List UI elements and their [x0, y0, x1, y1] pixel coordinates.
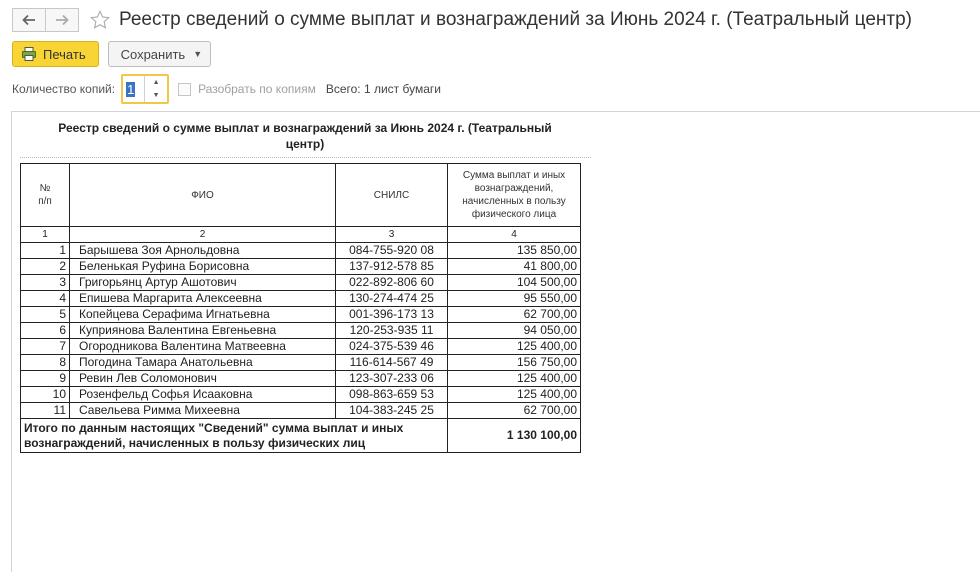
row-sum: 104 500,00 — [448, 275, 581, 291]
row-number: 6 — [21, 323, 70, 339]
row-fio: Савельева Римма Михеевна — [70, 403, 336, 419]
col-number: 1 — [21, 227, 70, 243]
total-label: Итого по данным настоящих "Сведений" сумма выплат и иных вознаграждений, начисленных в пользу физических лиц — [21, 419, 448, 453]
row-snils: 123-307-233 06 — [336, 371, 448, 387]
save-label: Сохранить — [120, 46, 186, 62]
row-fio: Куприянова Валентина Евгеньевна — [70, 323, 336, 339]
copies-input[interactable]: 1 — [127, 81, 135, 97]
table-row — [21, 259, 581, 275]
row-fio: Погодина Тамара Анатольевна — [70, 355, 336, 371]
title-bar — [12, 6, 912, 34]
document-preview[interactable] — [11, 111, 980, 572]
total-row — [21, 419, 581, 453]
window-title: Реестр сведений о сумме выплат и вознаграждений за Июнь 2024 г. (Театральный центр) — [119, 9, 912, 30]
row-number: 5 — [21, 307, 70, 323]
table-row — [21, 291, 581, 307]
table-row — [21, 275, 581, 291]
row-sum: 125 400,00 — [448, 371, 581, 387]
row-fio: Копейцева Серафима Игнатьевна — [70, 307, 336, 323]
col-number: 2 — [70, 227, 336, 243]
row-number: 8 — [21, 355, 70, 371]
table-row — [21, 355, 581, 371]
arrow-right-icon — [55, 14, 69, 26]
row-snils: 120-253-935 11 — [336, 323, 448, 339]
row-snils: 130-274-474 25 — [336, 291, 448, 307]
row-fio: Епишева Маргарита Алексеевна — [70, 291, 336, 307]
row-snils: 116-614-567 49 — [336, 355, 448, 371]
row-number: 11 — [21, 403, 70, 419]
header-fio: ФИО — [70, 164, 336, 227]
row-number: 9 — [21, 371, 70, 387]
row-fio: Розенфельд Софья Исааковна — [70, 387, 336, 403]
col-number: 3 — [336, 227, 448, 243]
row-sum: 125 400,00 — [448, 339, 581, 355]
copies-stepper[interactable] — [121, 74, 169, 104]
row-fio: Беленькая Руфина Борисовна — [70, 259, 336, 275]
favorite-star-icon[interactable] — [89, 9, 111, 31]
print-options — [12, 74, 441, 104]
column-numbers-row — [21, 227, 581, 243]
table-row — [21, 371, 581, 387]
row-fio: Ревин Лев Соломонович — [70, 371, 336, 387]
row-snils: 024-375-539 46 — [336, 339, 448, 355]
row-sum: 94 050,00 — [448, 323, 581, 339]
row-number: 4 — [21, 291, 70, 307]
total-value: 1 130 100,00 — [448, 419, 581, 453]
printer-icon — [21, 46, 37, 62]
col-number: 4 — [448, 227, 581, 243]
header-num: № п/п — [21, 164, 70, 227]
row-sum: 41 800,00 — [448, 259, 581, 275]
row-number: 2 — [21, 259, 70, 275]
row-number: 10 — [21, 387, 70, 403]
toolbar — [12, 41, 211, 67]
row-sum: 95 550,00 — [448, 291, 581, 307]
print-button[interactable] — [12, 41, 99, 67]
row-sum: 135 850,00 — [448, 243, 581, 259]
row-sum: 156 750,00 — [448, 355, 581, 371]
row-fio: Огородникова Валентина Матвеевна — [70, 339, 336, 355]
save-dropdown-button[interactable] — [108, 41, 212, 67]
row-sum: 62 700,00 — [448, 403, 581, 419]
collate-label: Разобрать по копиям — [198, 82, 316, 96]
spin-up-icon[interactable]: ▲ — [152, 79, 160, 86]
row-sum: 125 400,00 — [448, 387, 581, 403]
row-snils: 022-892-806 60 — [336, 275, 448, 291]
table-header-row — [21, 164, 581, 227]
row-snils: 104-383-245 25 — [336, 403, 448, 419]
registry-table — [20, 163, 581, 453]
row-number: 7 — [21, 339, 70, 355]
arrow-left-icon — [22, 14, 36, 26]
row-fio: Барышева Зоя Арнольдовна — [70, 243, 336, 259]
report-title: Реестр сведений о сумме выплат и вознаграждений за Июнь 2024 г. (Театральный центр) — [58, 121, 552, 151]
copies-spinner — [144, 76, 167, 102]
row-number: 3 — [21, 275, 70, 291]
table-row — [21, 387, 581, 403]
row-snils: 084-755-920 08 — [336, 243, 448, 259]
table-row — [21, 339, 581, 355]
spin-down-icon[interactable]: ▼ — [152, 92, 160, 99]
forward-button[interactable] — [45, 8, 79, 32]
row-number: 1 — [21, 243, 70, 259]
caret-down-icon: ▼ — [193, 49, 203, 59]
row-snils: 001-396-173 13 — [336, 307, 448, 323]
row-fio: Григорьянц Артур Ашотович — [70, 275, 336, 291]
total-pages-text: Всего: 1 лист бумаги — [325, 82, 441, 96]
header-snils: СНИЛС — [336, 164, 448, 227]
collate-checkbox[interactable] — [178, 83, 191, 96]
header-sum: Сумма выплат и иных вознаграждений, начисленных в пользу физического лица — [448, 164, 581, 227]
back-button[interactable] — [12, 8, 46, 32]
table-row — [21, 323, 581, 339]
row-sum: 62 700,00 — [448, 307, 581, 323]
row-snils: 098-863-659 53 — [336, 387, 448, 403]
row-snils: 137-912-578 85 — [336, 259, 448, 275]
page-divider — [20, 157, 591, 158]
print-label: Печать — [43, 46, 86, 62]
table-row — [21, 243, 581, 259]
copies-label: Количество копий: — [12, 82, 116, 96]
table-row — [21, 403, 581, 419]
table-row — [21, 307, 581, 323]
